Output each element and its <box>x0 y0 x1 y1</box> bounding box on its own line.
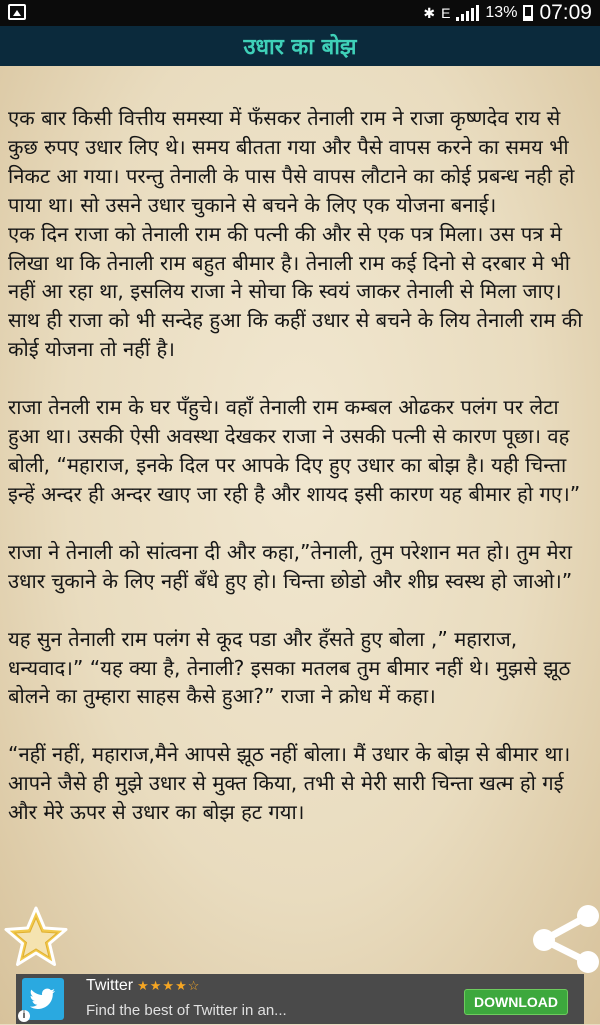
bluetooth-icon: ✱ <box>423 4 436 21</box>
story-paragraph: एक बार किसी वित्तीय समस्या में फँसकर तेनाली राम ने राजा कृष्णदेव राय से कुछ रुपए उधार लिए थे। समय बीतता गया और पैसे वापस करने का समय भी निकट आ गया। परन्तु तेनाली के पास पैसे वापस लौटाने का कोई प्रबन्ध नही हो पाया था। सो उसने उधार चुकाने से बचने के लिए एक योजना बनाई। एक दिन राजा को तेनाली राम की पत्नी की और से एक पत्र मिला। उस पत्र मे लिखा था कि तेनाली राम बहुत बीमार है। तेनाली राम कई दिनो से दरबार मे भी नहीं आ रहा था, इसलिय राजा ने सोचा कि स्वयं जाकर तेनाली से मिला जाए। साथ ही राजा को भी सन्देह हुआ कि कहीं उधार से बचने के लिय तेनाली राम की कोई योजना तो नहीं है। <box>8 106 583 362</box>
title-bar <box>0 26 600 66</box>
story-paragraph: राजा ने तेनाली को सांत्वना दी और कहा,”तेनाली, तुम परेशान मत हो। तुम मेरा उधार चुकाने के लिए नहीं बँधे हुए हो। चिन्ता छोडो और शीघ्र स्वस्थ हो जाओ।” <box>8 539 573 593</box>
ad-download-button[interactable]: DOWNLOAD <box>464 989 568 1015</box>
share-button[interactable] <box>530 902 600 974</box>
ad-rating-stars: ★★★★☆ <box>137 978 201 993</box>
page-title: उधार का बोझ <box>243 35 357 60</box>
share-icon <box>530 902 600 974</box>
network-type-icon: E <box>441 5 451 21</box>
story-text <box>0 66 600 827</box>
ad-title: Twitter ★★★★☆ <box>86 977 201 994</box>
story-paragraph: राजा तेनली राम के घर पँहुचे। वहाँ तेनाली राम कम्बल ओढकर पलंग पर लेटा हुआ था। उसकी ऐसी अवस्था देखकर राजा ने उसकी पत्नी से कारण पूछा। वह बोली, “महाराज, इनके दिल पर आपके दिए हुए उधार का बोझ है। यही चिन्ता इन्हें अन्दर ही अन्दर खाए जा रही है और शायद इसी कारण यह बीमार हो गए।” <box>8 395 581 506</box>
battery-percent: 13% <box>485 4 518 21</box>
ad-banner[interactable] <box>16 974 584 1024</box>
status-bar <box>0 0 600 26</box>
story-paragraph: “नहीं नहीं, महाराज,मैने आपसे झूठ नहीं बोला। मैं उधार के बोझ से बीमार था। आपने जैसे ही मुझे उधार से मुक्त किया, तभी से मेरी सारी चिन्ता खत्म हो गई और मेरे ऊपर से उधार का बोझ हट गया। <box>8 742 571 825</box>
gallery-notification-icon <box>8 4 26 20</box>
story-scroll-area[interactable] <box>0 66 600 1024</box>
signal-icon <box>456 5 479 21</box>
ad-info-icon[interactable]: i <box>18 1010 30 1022</box>
story-paragraph: यह सुन तेनाली राम पलंग से कूद पडा और हँसते हुए बोला ,” महाराज, धन्यवाद।” “यह क्या है, तेनाली? इसका मतलब तुम बीमार नहीं थे। मुझसे झूठ बोलने का तुम्हारा साहस कैसे हुआ?” राजा ने क्रोध में कहा। <box>8 626 571 709</box>
star-outline-icon <box>2 904 70 972</box>
favorite-button[interactable] <box>2 904 70 972</box>
battery-icon <box>523 5 533 21</box>
ad-description: Find the best of Twitter in an... <box>86 1002 287 1019</box>
clock: 07:09 <box>539 1 592 24</box>
